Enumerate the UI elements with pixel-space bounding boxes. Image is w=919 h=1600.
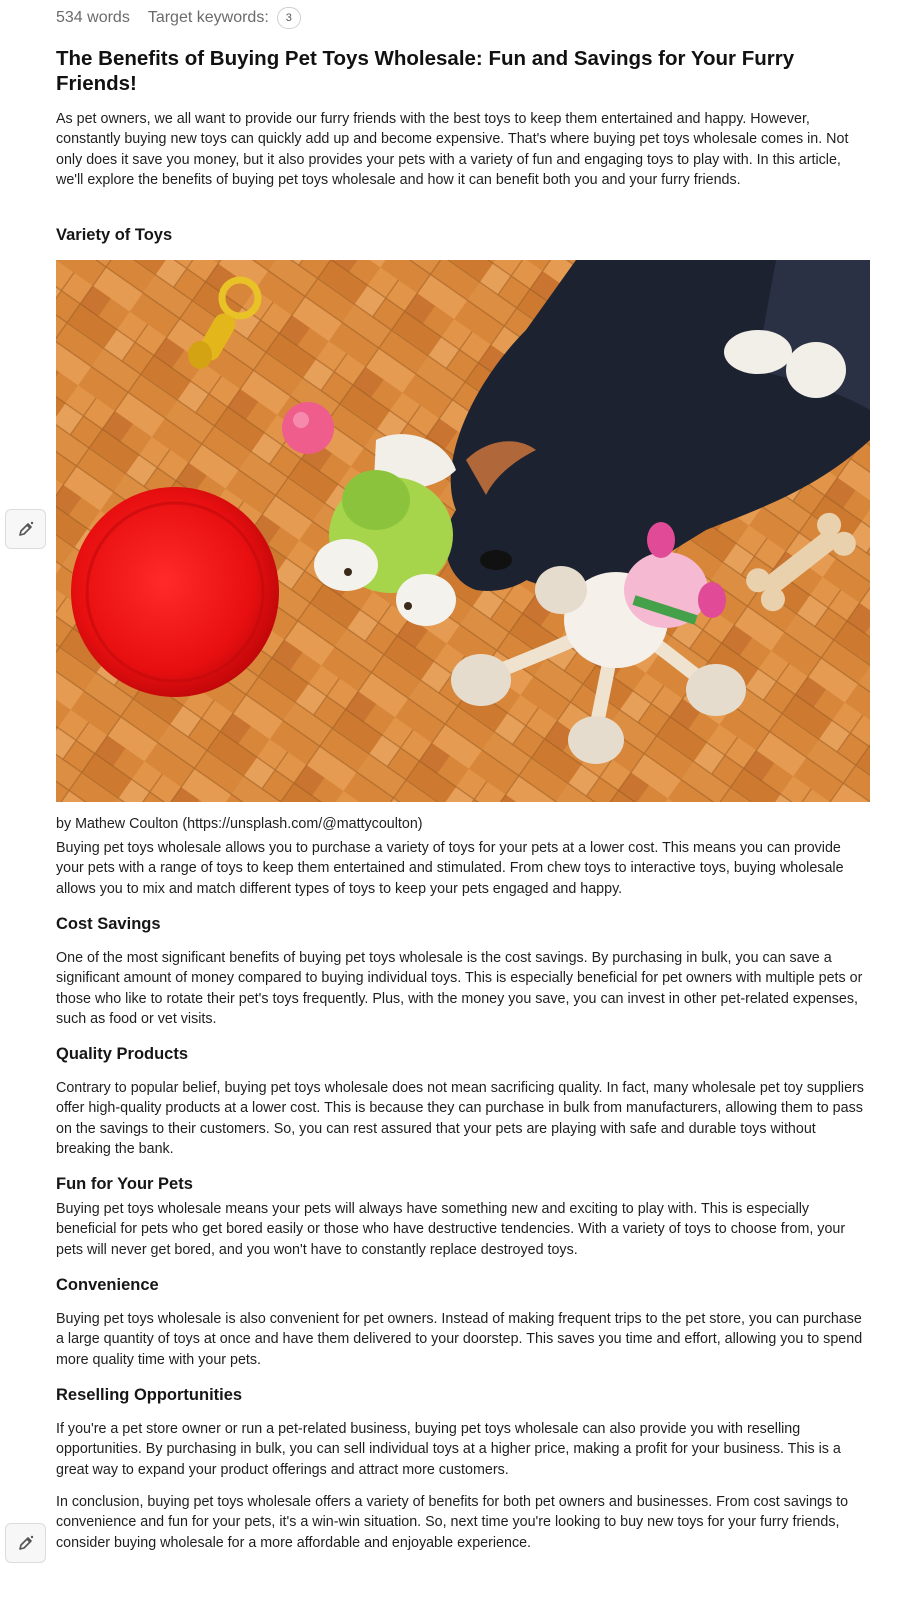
red-frisbee bbox=[71, 487, 279, 697]
dog-with-toys-illustration bbox=[56, 260, 870, 802]
pink-spiky-ball bbox=[282, 402, 334, 454]
article-intro: As pet owners, we all want to provide our furry friends with the best toys to keep them entertained and happy. However, constantly buying new toys can quickly add up and become expensive. That's where buying pet toys wholesale comes in. Not only does it save you money, but it also provides your pets with a variety of fun and engaging toys to play with. In this article, we'll explore the benefits of buying pet toys wholesale and how it can benefit both you and your furry friends. bbox=[56, 111, 849, 189]
edit-block-button[interactable] bbox=[5, 1523, 46, 1563]
section-heading-reselling: Reselling Opportunities bbox=[56, 1386, 243, 1404]
article-conclusion: In conclusion, buying pet toys wholesale offers a variety of benefits for both pet owners and businesses. From cost savings to convenience and fun for your pets, it's a win-win situation. So, next time you're looking to buy new toys for your furry friends, consider buying wholesale for a more affordable and enjoyable experience. bbox=[56, 1494, 849, 1551]
section-heading-convenience: Convenience bbox=[56, 1276, 159, 1294]
edit-block-button[interactable] bbox=[5, 509, 46, 549]
section-body-convenience: Buying pet toys wholesale is also convenient for pet owners. Instead of making frequent trips to the pet store, you can purchase a large quantity of toys at once and have them delivered to your doorstep. This saves you time and effort, allowing you to spend more quality time with your pets. bbox=[56, 1311, 863, 1368]
target-keywords-label: Target keywords: bbox=[147, 9, 269, 26]
section-heading-cost-savings: Cost Savings bbox=[56, 915, 161, 933]
edit-pen-icon bbox=[17, 1534, 35, 1552]
article-hero-image bbox=[56, 260, 870, 802]
section-body-reselling: If you're a pet store owner or run a pet-related business, buying pet toys wholesale can also provide you with reselling opportunities. By purchasing in bulk, you can sell individual toys at a higher price, making a profit for your business. This is a great way to expand your product offerings and attract more customers. bbox=[56, 1421, 841, 1478]
image-caption: by Mathew Coulton (https://unsplash.com/@mattycoulton) bbox=[56, 816, 423, 832]
edit-pen-icon bbox=[17, 520, 35, 538]
section-body-quality: Contrary to popular belief, buying pet toys wholesale does not mean sacrificing quality. In fact, many wholesale pet toy suppliers offer high-quality products at a lower cost. This is because they can purchase in bulk from manufacturers, allowing them to pass on the savings to their customers. So, you can rest assured that your pets are playing with safe and durable toys without breaking the bank. bbox=[56, 1080, 864, 1158]
section-body-cost-savings: One of the most significant benefits of buying pet toys wholesale is the cost savings. By purchasing in bulk, you can save a significant amount of money compared to buying individual toys. This is especially beneficial for pet owners with multiple pets or those who like to rotate their pet's toys frequently. Plus, with the money you save, you can invest in other pet-related expenses, such as food or vet visits. bbox=[56, 950, 863, 1028]
section-heading-quality: Quality Products bbox=[56, 1045, 189, 1063]
section-body-fun: Buying pet toys wholesale means your pets will always have something new and exciting to play with. This is especially beneficial for pets who get bored easily or those who have destructive tendencies. With a variety of toys to choose from, your pets will never get bored, and you won't have to constantly replace destroyed toys. bbox=[56, 1201, 846, 1258]
target-keywords-count-badge[interactable]: 3 bbox=[277, 7, 301, 29]
article-title: The Benefits of Buying Pet Toys Wholesale: Fun and Savings for Your Furry Friends! bbox=[56, 47, 795, 95]
section-heading-variety: Variety of Toys bbox=[56, 226, 173, 244]
section-body-variety: Buying pet toys wholesale allows you to purchase a variety of toys for your pets at a lower cost. This means you can provide your pets with a range of toys to keep them entertained and stimulated. From chew toys to interactive toys, buying wholesale allows you to mix and match different types of toys to keep your pets engaged and happy. bbox=[56, 840, 844, 897]
document-stats-bar bbox=[56, 6, 301, 30]
section-heading-fun: Fun for Your Pets bbox=[56, 1175, 193, 1193]
word-count: 534 words bbox=[56, 9, 130, 26]
